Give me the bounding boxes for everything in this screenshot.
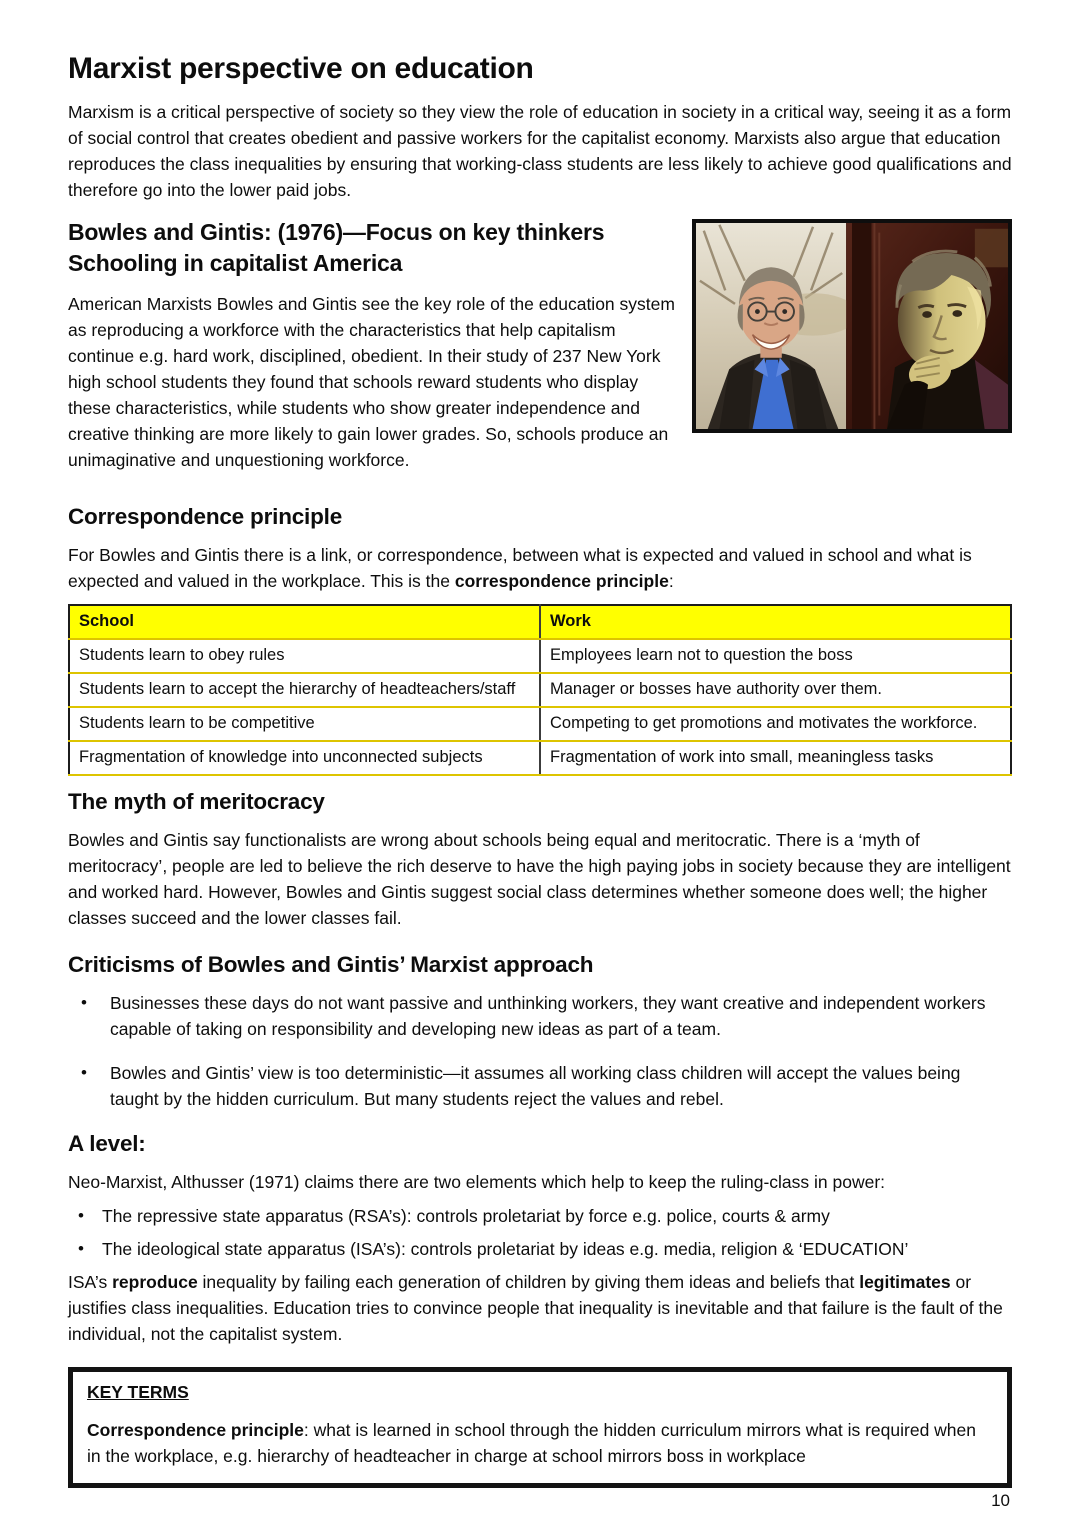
table-cell-work: Manager or bosses have authority over them. xyxy=(540,673,1011,707)
table-header-row xyxy=(69,605,1011,639)
table-cell-school: Students learn to accept the hierarchy of headteachers/staff xyxy=(69,673,540,707)
table-cell-work: Employees learn not to question the boss xyxy=(540,639,1011,673)
key-term-text: : what is learned in school through the hidden curriculum mirrors what is required when in the workplace, e.g. hierarchy of headteacher in charge at school mirrors boss in workplace xyxy=(87,1419,976,1466)
table-header-work: Work xyxy=(540,605,1011,639)
table-cell-school: Fragmentation of knowledge into unconnected subjects xyxy=(69,741,540,775)
isa-paragraph xyxy=(68,1269,1012,1347)
table-row xyxy=(69,673,1011,707)
key-term-name: Correspondence principle xyxy=(87,1419,304,1440)
key-terms-box xyxy=(68,1367,1012,1488)
correspondence-paragraph xyxy=(68,542,1012,594)
isa-text: inequality by failing each generation of children by giving them ideas and beliefs that xyxy=(197,1271,860,1292)
bowles-portrait xyxy=(696,223,858,429)
correspondence-table xyxy=(68,604,1012,776)
table-header-school: School xyxy=(69,605,540,639)
list-item xyxy=(68,1236,1012,1262)
bullet-icon: • xyxy=(78,1205,84,1225)
key-terms-definition xyxy=(87,1417,993,1469)
criticism-text: Bowles and Gintis’ view is too deterministic—it assumes all working class children will accept the values being taught by the hidden curriculum. But many students reject the values and rebel. xyxy=(110,1062,961,1109)
isa-text: ISA’s xyxy=(68,1271,113,1292)
isa-text: or justifies class inequalities. Education tries to convince people that inequality is inevitable and that failure is the fault of the individual, not the capitalist system. xyxy=(68,1271,1003,1344)
bowles-gintis-section xyxy=(68,217,1012,483)
gintis-portrait xyxy=(846,223,1008,429)
page-title: Marxist perspective on education xyxy=(68,52,534,85)
correspondence-text-end: : xyxy=(668,570,674,591)
page-number: 10 xyxy=(991,1490,1010,1510)
bullet-icon: • xyxy=(81,992,87,1012)
a-level-heading: A level: xyxy=(68,1130,146,1156)
a-level-intro: Neo-Marxist, Althusser (1971) claims there are two elements which help to keep the ruling-class in power: xyxy=(68,1171,886,1192)
isa-bold-legitimates: legitimates xyxy=(859,1271,951,1292)
isa-bold-reproduce: reproduce xyxy=(112,1271,198,1292)
criticisms-list xyxy=(68,990,1012,1112)
heading-line-1: Bowles and Gintis: (1976)—Focus on key thinkers xyxy=(68,218,605,245)
table-row xyxy=(69,741,1011,775)
table-cell-work: Fragmentation of work into small, meaningless tasks xyxy=(540,741,1011,775)
meritocracy-heading: The myth of meritocracy xyxy=(68,788,325,814)
intro-paragraph: Marxism is a critical perspective of society so they view the role of education in society in a critical way, seeing it as a form of social control that creates obedient and passive workers for the capitalist economy. Marxists also argue that education reproduces the class inequalities by ensuring that working-class students are less likely to achieve good qualifications and therefore go into the lower paid jobs. xyxy=(68,101,1012,200)
correspondence-text: For Bowles and Gintis there is a link, or correspondence, between what is expected and valued in school and what is expected and valued in the workplace. This is the xyxy=(68,544,972,591)
a-level-bullet-text: The ideological state apparatus (ISA’s): controls proletariat by ideas e.g. media, religion & ‘EDUCATION’ xyxy=(102,1238,909,1259)
table-row xyxy=(69,639,1011,673)
heading-line-2: Schooling in capitalist America xyxy=(68,249,403,276)
list-item xyxy=(68,1203,1012,1229)
table-cell-school: Students learn to be competitive xyxy=(69,707,540,741)
a-level-list xyxy=(68,1203,1012,1262)
a-level-bullet-text: The repressive state apparatus (RSA’s): controls proletariat by force e.g. police, courts & army xyxy=(102,1205,830,1226)
correspondence-bold-term: correspondence principle xyxy=(454,570,669,591)
portraits-illustration xyxy=(696,223,1008,429)
meritocracy-paragraph: Bowles and Gintis say functionalists are wrong about schools being equal and meritocratic. There is a ‘myth of meritocracy’, people are led to believe the rich deserve to have the high paying jobs in society because they are intelligent and worked hard. However, Bowles and Gintis suggest social class determines whether someone does well; the higher classes succeed and the lower classes fail. xyxy=(68,829,1011,928)
bullet-icon: • xyxy=(81,1062,87,1082)
bullet-icon: • xyxy=(78,1238,84,1258)
table-cell-school: Students learn to obey rules xyxy=(69,639,540,673)
table-row xyxy=(69,707,1011,741)
bowles-gintis-photo xyxy=(692,219,1012,433)
criticisms-heading: Criticisms of Bowles and Gintis’ Marxist approach xyxy=(68,951,594,977)
bowles-gintis-paragraph: American Marxists Bowles and Gintis see the key role of the education system as reproducing a workforce with the characteristics that help capitalism continue e.g. hard work, disciplined, obedient. In their study of 237 New York high school students they found that schools reward students who display these characteristics, while students who show greater independence and creative thinking are more likely to gain lower grades. So, schools produce an unimaginative and unquestioning workforce. xyxy=(68,293,675,470)
key-terms-heading: KEY TERMS xyxy=(87,1381,189,1402)
correspondence-heading: Correspondence principle xyxy=(68,503,343,529)
list-item xyxy=(68,990,1012,1042)
criticism-text: Businesses these days do not want passive and unthinking workers, they want creative and independent workers capable of taking on responsibility and developing new ideas as part of a team. xyxy=(110,992,986,1039)
list-item xyxy=(68,1060,1012,1112)
table-cell-work: Competing to get promotions and motivates the workforce. xyxy=(540,707,1011,741)
